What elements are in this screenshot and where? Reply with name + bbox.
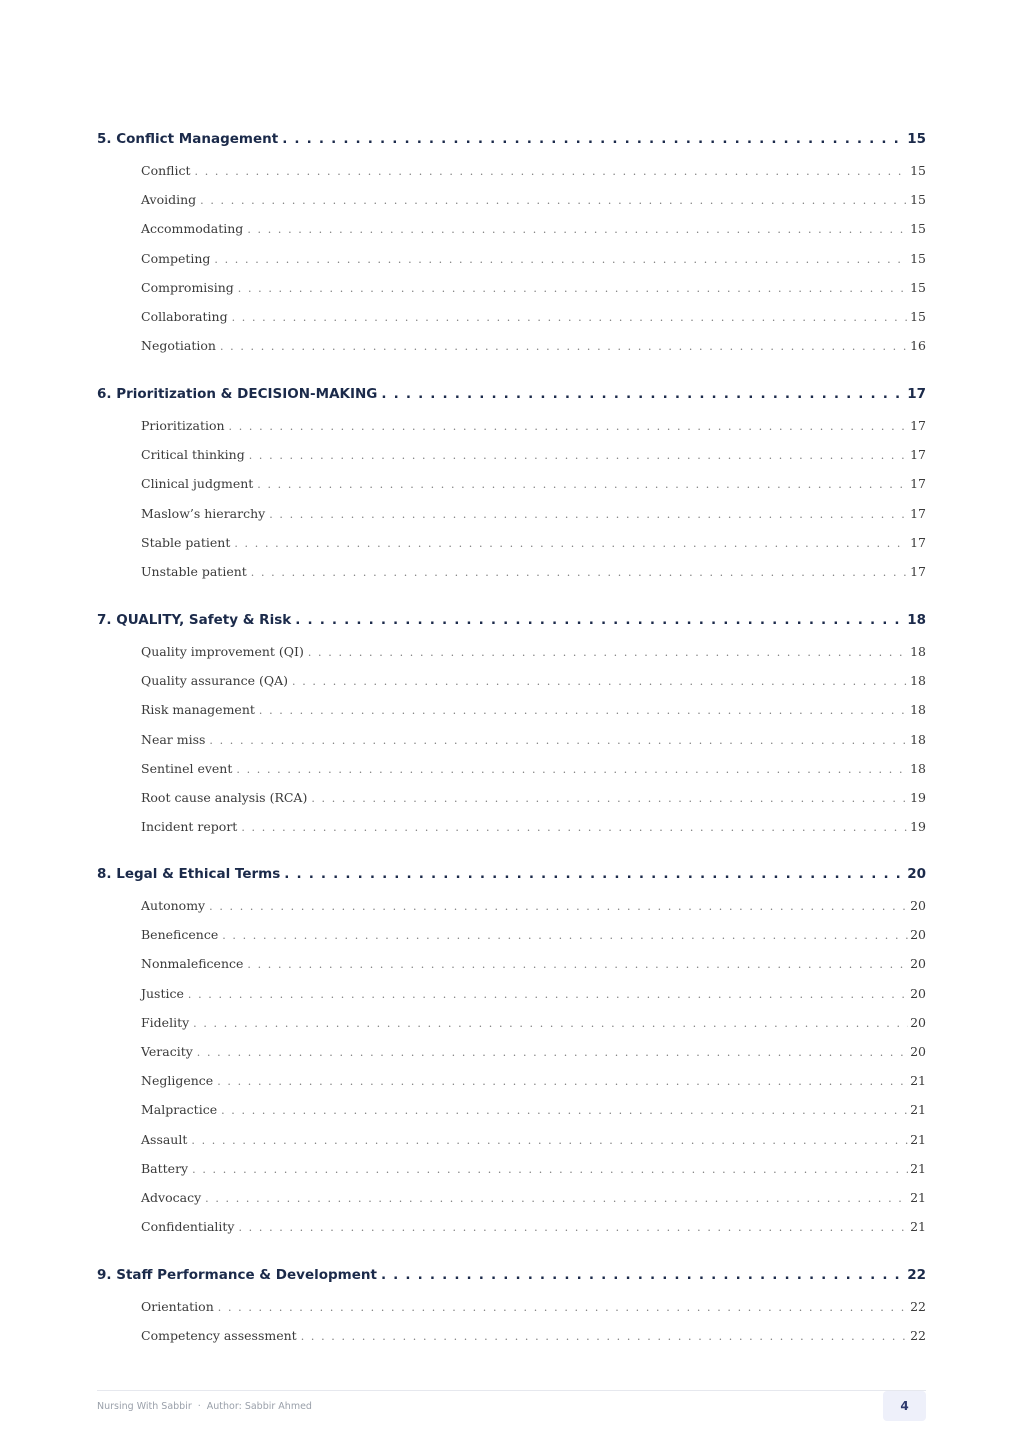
footer-separator: · xyxy=(197,1401,201,1412)
toc-entry-page: 20 xyxy=(910,956,926,972)
toc-dot-leader xyxy=(188,988,908,1001)
toc-entry-page: 15 xyxy=(910,163,926,178)
toc-section-heading[interactable] xyxy=(97,1267,926,1283)
toc-entry[interactable] xyxy=(141,192,926,207)
toc-section-heading[interactable] xyxy=(97,612,926,628)
toc-entry-page: 16 xyxy=(910,338,926,354)
toc-section-heading[interactable] xyxy=(97,866,926,882)
toc-dot-leader xyxy=(209,900,908,913)
toc-section-heading[interactable] xyxy=(97,386,926,402)
toc-section-heading[interactable] xyxy=(97,131,926,147)
toc-entry-label: Advocacy xyxy=(141,1190,202,1205)
toc-entry[interactable] xyxy=(141,506,926,521)
toc-section-title: 8. Legal & Ethical Terms xyxy=(97,866,281,882)
toc-dot-leader xyxy=(247,958,908,971)
toc-section-page: 20 xyxy=(907,866,926,882)
page-footer xyxy=(97,1390,926,1422)
toc-dot-leader xyxy=(200,194,908,207)
toc-dot-leader xyxy=(308,646,908,659)
toc-dot-leader xyxy=(209,734,908,747)
toc-entry[interactable] xyxy=(141,927,926,942)
toc-entry[interactable] xyxy=(141,476,926,491)
toc-entry-page: 19 xyxy=(910,790,926,805)
toc-entry[interactable] xyxy=(141,1102,926,1117)
toc-dot-leader xyxy=(222,929,908,942)
toc-entry-label: Collaborating xyxy=(141,309,228,324)
toc-entry-page: 15 xyxy=(910,192,926,208)
toc-dot-leader xyxy=(236,763,908,776)
toc-entry[interactable] xyxy=(141,732,926,747)
toc-entry[interactable] xyxy=(141,338,926,353)
toc-dot-leader xyxy=(295,612,905,628)
toc-entry-page: 20 xyxy=(910,1044,926,1059)
toc-entry-page: 20 xyxy=(910,1014,926,1030)
toc-entry[interactable] xyxy=(141,1044,926,1059)
toc-section-page: 22 xyxy=(907,1267,926,1283)
toc-dot-leader xyxy=(381,386,905,402)
toc-entry[interactable] xyxy=(141,956,926,971)
toc-entry[interactable] xyxy=(141,535,926,550)
toc-dot-leader xyxy=(251,566,908,579)
toc-entry-label: Autonomy xyxy=(141,898,206,913)
toc-entry[interactable] xyxy=(141,163,926,178)
toc-entry[interactable] xyxy=(141,221,926,236)
toc-entry-label: Sentinel event xyxy=(141,760,233,776)
toc-section-title: 9. Staff Performance & Development xyxy=(97,1267,377,1283)
toc-entry-label: Orientation xyxy=(141,1299,214,1314)
toc-entry-page: 21 xyxy=(910,1160,926,1176)
toc-entry-label: Negotiation xyxy=(141,338,216,354)
toc-entry[interactable] xyxy=(141,898,926,913)
toc-entry-page: 22 xyxy=(910,1299,926,1314)
toc-dot-leader xyxy=(282,131,905,147)
toc-entry-page: 21 xyxy=(910,1190,926,1205)
toc-entry-page: 17 xyxy=(910,476,926,492)
toc-dot-leader xyxy=(284,866,905,882)
toc-dot-leader xyxy=(197,1046,908,1059)
toc-entry[interactable] xyxy=(141,1299,926,1314)
toc-dot-leader xyxy=(191,1134,908,1147)
toc-entry-page: 20 xyxy=(910,898,926,913)
toc-entry-page: 19 xyxy=(910,819,926,835)
page-number-badge: 4 xyxy=(883,1391,926,1421)
toc-entry-label: Accommodating xyxy=(141,221,244,237)
toc-entry-page: 21 xyxy=(910,1219,926,1235)
toc-entry-page: 22 xyxy=(910,1328,926,1344)
toc-entry-page: 15 xyxy=(910,221,926,237)
toc-dot-leader xyxy=(217,1075,908,1088)
toc-dot-leader xyxy=(193,1017,908,1030)
toc-entry-page: 17 xyxy=(910,418,926,433)
toc-section-title: 6. Prioritization & DECISION-MAKING xyxy=(97,386,378,402)
toc-entry[interactable] xyxy=(141,819,926,834)
toc-entry-page: 18 xyxy=(910,673,926,689)
toc-dot-leader xyxy=(195,165,909,178)
toc-entry-page: 18 xyxy=(910,644,926,659)
toc-dot-leader xyxy=(269,508,908,521)
footer-text xyxy=(97,1401,312,1412)
toc-entry-label: Maslow’s hierarchy xyxy=(141,505,266,521)
toc-entry[interactable] xyxy=(141,986,926,1001)
toc-dot-leader xyxy=(232,311,909,324)
toc-entry-label: Fidelity xyxy=(141,1014,190,1030)
toc-entry-label: Competency assessment xyxy=(141,1328,297,1344)
toc-entry[interactable] xyxy=(141,1132,926,1147)
toc-dot-leader xyxy=(259,704,908,717)
toc-dot-leader xyxy=(381,1267,905,1283)
toc-entry[interactable] xyxy=(141,790,926,805)
toc-entry[interactable] xyxy=(141,1328,926,1343)
toc-entry-page: 21 xyxy=(910,1073,926,1089)
toc-dot-leader xyxy=(234,537,908,550)
toc-entry-page: 17 xyxy=(910,564,926,579)
toc-section-page: 17 xyxy=(907,386,926,402)
toc-entry-label: Compromising xyxy=(141,279,234,295)
toc-entry-label: Quality improvement (QI) xyxy=(141,644,304,659)
toc-entry-label: Unstable patient xyxy=(141,564,247,579)
toc-entry-page: 18 xyxy=(910,760,926,776)
toc-entry-page: 17 xyxy=(910,505,926,521)
toc-entry[interactable] xyxy=(141,251,926,266)
toc-entry-label: Critical thinking xyxy=(141,447,245,463)
toc-dot-leader xyxy=(221,1104,908,1117)
toc-entry-label: Near miss xyxy=(141,731,206,747)
toc-dot-leader xyxy=(220,340,908,353)
toc-entry-label: Justice xyxy=(141,985,184,1001)
footer-author: Author: Sabbir Ahmed xyxy=(206,1401,312,1412)
toc-entry[interactable] xyxy=(141,673,926,688)
toc-entry-label: Confidentiality xyxy=(141,1219,235,1235)
toc-entry-label: Stable patient xyxy=(141,534,231,550)
toc-entry[interactable] xyxy=(141,309,926,324)
toc-entry[interactable] xyxy=(141,1073,926,1088)
toc-dot-leader xyxy=(238,1221,908,1234)
footer-site-name: Nursing With Sabbir xyxy=(97,1401,192,1412)
toc-entry-label: Root cause analysis (RCA) xyxy=(141,790,308,805)
toc-entry-page: 18 xyxy=(910,702,926,718)
toc-dot-leader xyxy=(301,1330,908,1343)
toc-section-page: 18 xyxy=(907,612,926,628)
toc-entry[interactable] xyxy=(141,761,926,776)
toc-entry[interactable] xyxy=(141,280,926,295)
toc-entry[interactable] xyxy=(141,1219,926,1234)
toc-dot-leader xyxy=(214,253,908,266)
toc-entry-label: Nonmaleficence xyxy=(141,956,244,972)
toc-entry-label: Prioritization xyxy=(141,418,225,433)
toc-entry-label: Negligence xyxy=(141,1073,214,1089)
toc-section-title: 5. Conflict Management xyxy=(97,131,279,147)
toc-dot-leader xyxy=(257,478,908,491)
toc-entry[interactable] xyxy=(141,1190,926,1205)
toc-dot-leader xyxy=(205,1192,908,1205)
toc-entry-label: Battery xyxy=(141,1160,189,1176)
toc-dot-leader xyxy=(241,821,908,834)
toc-entry-page: 15 xyxy=(910,309,926,324)
toc-entry-label: Beneficence xyxy=(141,927,219,943)
toc-entry-page: 17 xyxy=(910,534,926,550)
toc-entry-page: 20 xyxy=(910,927,926,943)
toc-entry[interactable] xyxy=(141,447,926,462)
toc-entry-page: 15 xyxy=(910,279,926,295)
toc-dot-leader xyxy=(229,420,909,433)
toc-dot-leader xyxy=(249,449,908,462)
toc-dot-leader xyxy=(238,282,908,295)
toc-entry-label: Clinical judgment xyxy=(141,476,254,492)
toc-entry-label: Quality assurance (QA) xyxy=(141,673,289,689)
toc-entry-label: Incident report xyxy=(141,819,238,835)
toc-entry-page: 15 xyxy=(910,250,926,266)
toc-entry-label: Conflict xyxy=(141,163,191,178)
toc-entry-label: Avoiding xyxy=(141,192,197,208)
toc-section-page: 15 xyxy=(907,131,926,147)
toc-section-title: 7. QUALITY, Safety & Risk xyxy=(97,612,292,628)
toc-entry-page: 21 xyxy=(910,1131,926,1147)
toc-dot-leader xyxy=(218,1301,908,1314)
toc-entry-page: 21 xyxy=(910,1102,926,1118)
toc-dot-leader xyxy=(192,1163,908,1176)
toc-entry[interactable] xyxy=(141,702,926,717)
toc-dot-leader xyxy=(311,792,908,805)
toc-entry-page: 20 xyxy=(910,985,926,1001)
toc-entry[interactable] xyxy=(141,418,926,433)
toc-entry-label: Malpractice xyxy=(141,1102,218,1118)
toc-entry-page: 18 xyxy=(910,731,926,747)
toc-entry-label: Risk management xyxy=(141,702,255,718)
toc-entry-label: Veracity xyxy=(141,1044,193,1059)
toc-entry[interactable] xyxy=(141,1015,926,1030)
toc-entry-label: Assault xyxy=(141,1131,188,1147)
toc-entry[interactable] xyxy=(141,564,926,579)
toc-entry[interactable] xyxy=(141,644,926,659)
toc-entry-page: 17 xyxy=(910,447,926,463)
toc-dot-leader xyxy=(292,675,908,688)
toc-entry-label: Competing xyxy=(141,250,211,266)
toc-entry[interactable] xyxy=(141,1161,926,1176)
toc-dot-leader xyxy=(247,223,908,236)
